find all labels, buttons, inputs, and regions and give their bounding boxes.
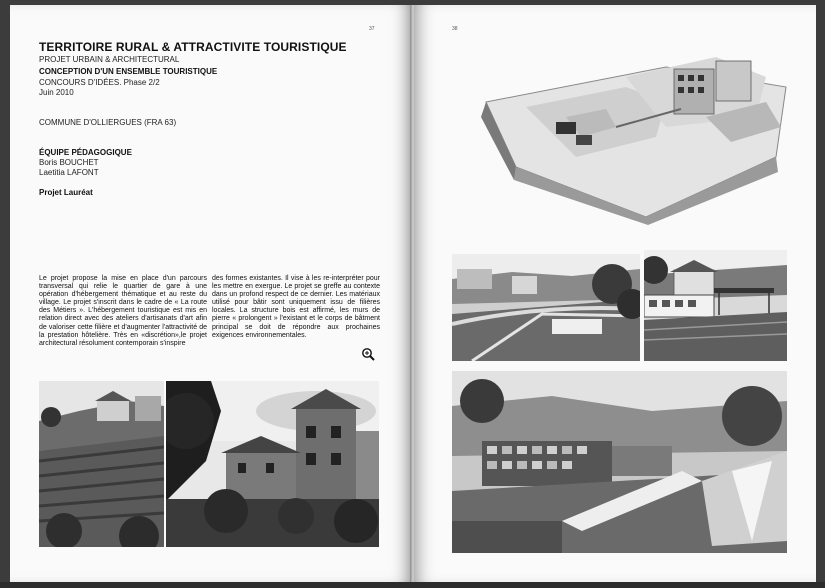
team-member: Laetitia LAFONT <box>39 168 99 177</box>
render-riverside-project <box>452 371 787 553</box>
body-text-column-2: des formes existantes. Il vise à les re-interpréter pour les mettre en exergue. Le projet se greffe au contexte dans un profond respect de ce dernier. Les matériaux utilisé pour bâtir sont uniquement issu de filières locales. La structure bois est affirmé, les murs de pierre « prolongent » l'existant et le corps de bâtment principal se doit de répondre aux prochaines exigences environnementales. <box>212 275 380 339</box>
team-member: Boris BOUCHET <box>39 158 99 167</box>
contest-phase: CONCOURS D'IDÉES. Phase 2/2 <box>39 78 160 87</box>
photo-stone-houses <box>166 381 379 547</box>
photo-train-station <box>644 250 787 361</box>
viewer-bottom-bar <box>0 582 825 588</box>
photo-terraced-site <box>452 254 640 361</box>
project-title: CONCEPTION D'UN ENSEMBLE TOURISTIQUE <box>39 67 218 76</box>
team-heading: ÉQUIPE PÉDAGOGIQUE <box>39 148 132 157</box>
body-text-column-1: Le projet propose la mise en place d'un parcours transversal qui relie le quartier de gare à une opération d'hébergement thématique et au reste du village. Le projet s'inscrit dans le cadre de « La route des Métiers ». L'hébergement touristique est mis en relation direct avec des ateliers d'artisanats d'art afin de valoriser cette filière et d'augmenter l'attractivité de la prestation hôtelière. Très en «discrétion»,le projet architectural résolument contemporain s'inspire <box>39 275 207 347</box>
render-3d-site-model <box>466 47 796 225</box>
commune: COMMUNE D'OLLIERGUES (FRA 63) <box>39 118 177 127</box>
award-label: Projet Lauréat <box>39 188 93 197</box>
page-title: TERRITOIRE RURAL & ATTRACTIVITE TOURISTIQUE <box>39 40 347 54</box>
page-number: 37 <box>369 26 375 32</box>
zoom-in-icon[interactable] <box>361 347 375 361</box>
date: Juin 2010 <box>39 88 74 97</box>
subtitle: PROJET URBAIN & ARCHITECTURAL <box>39 55 180 64</box>
right-page <box>414 5 816 582</box>
left-page <box>10 5 412 582</box>
photo-village-terraces <box>39 381 164 547</box>
page-number: 38 <box>452 26 458 32</box>
